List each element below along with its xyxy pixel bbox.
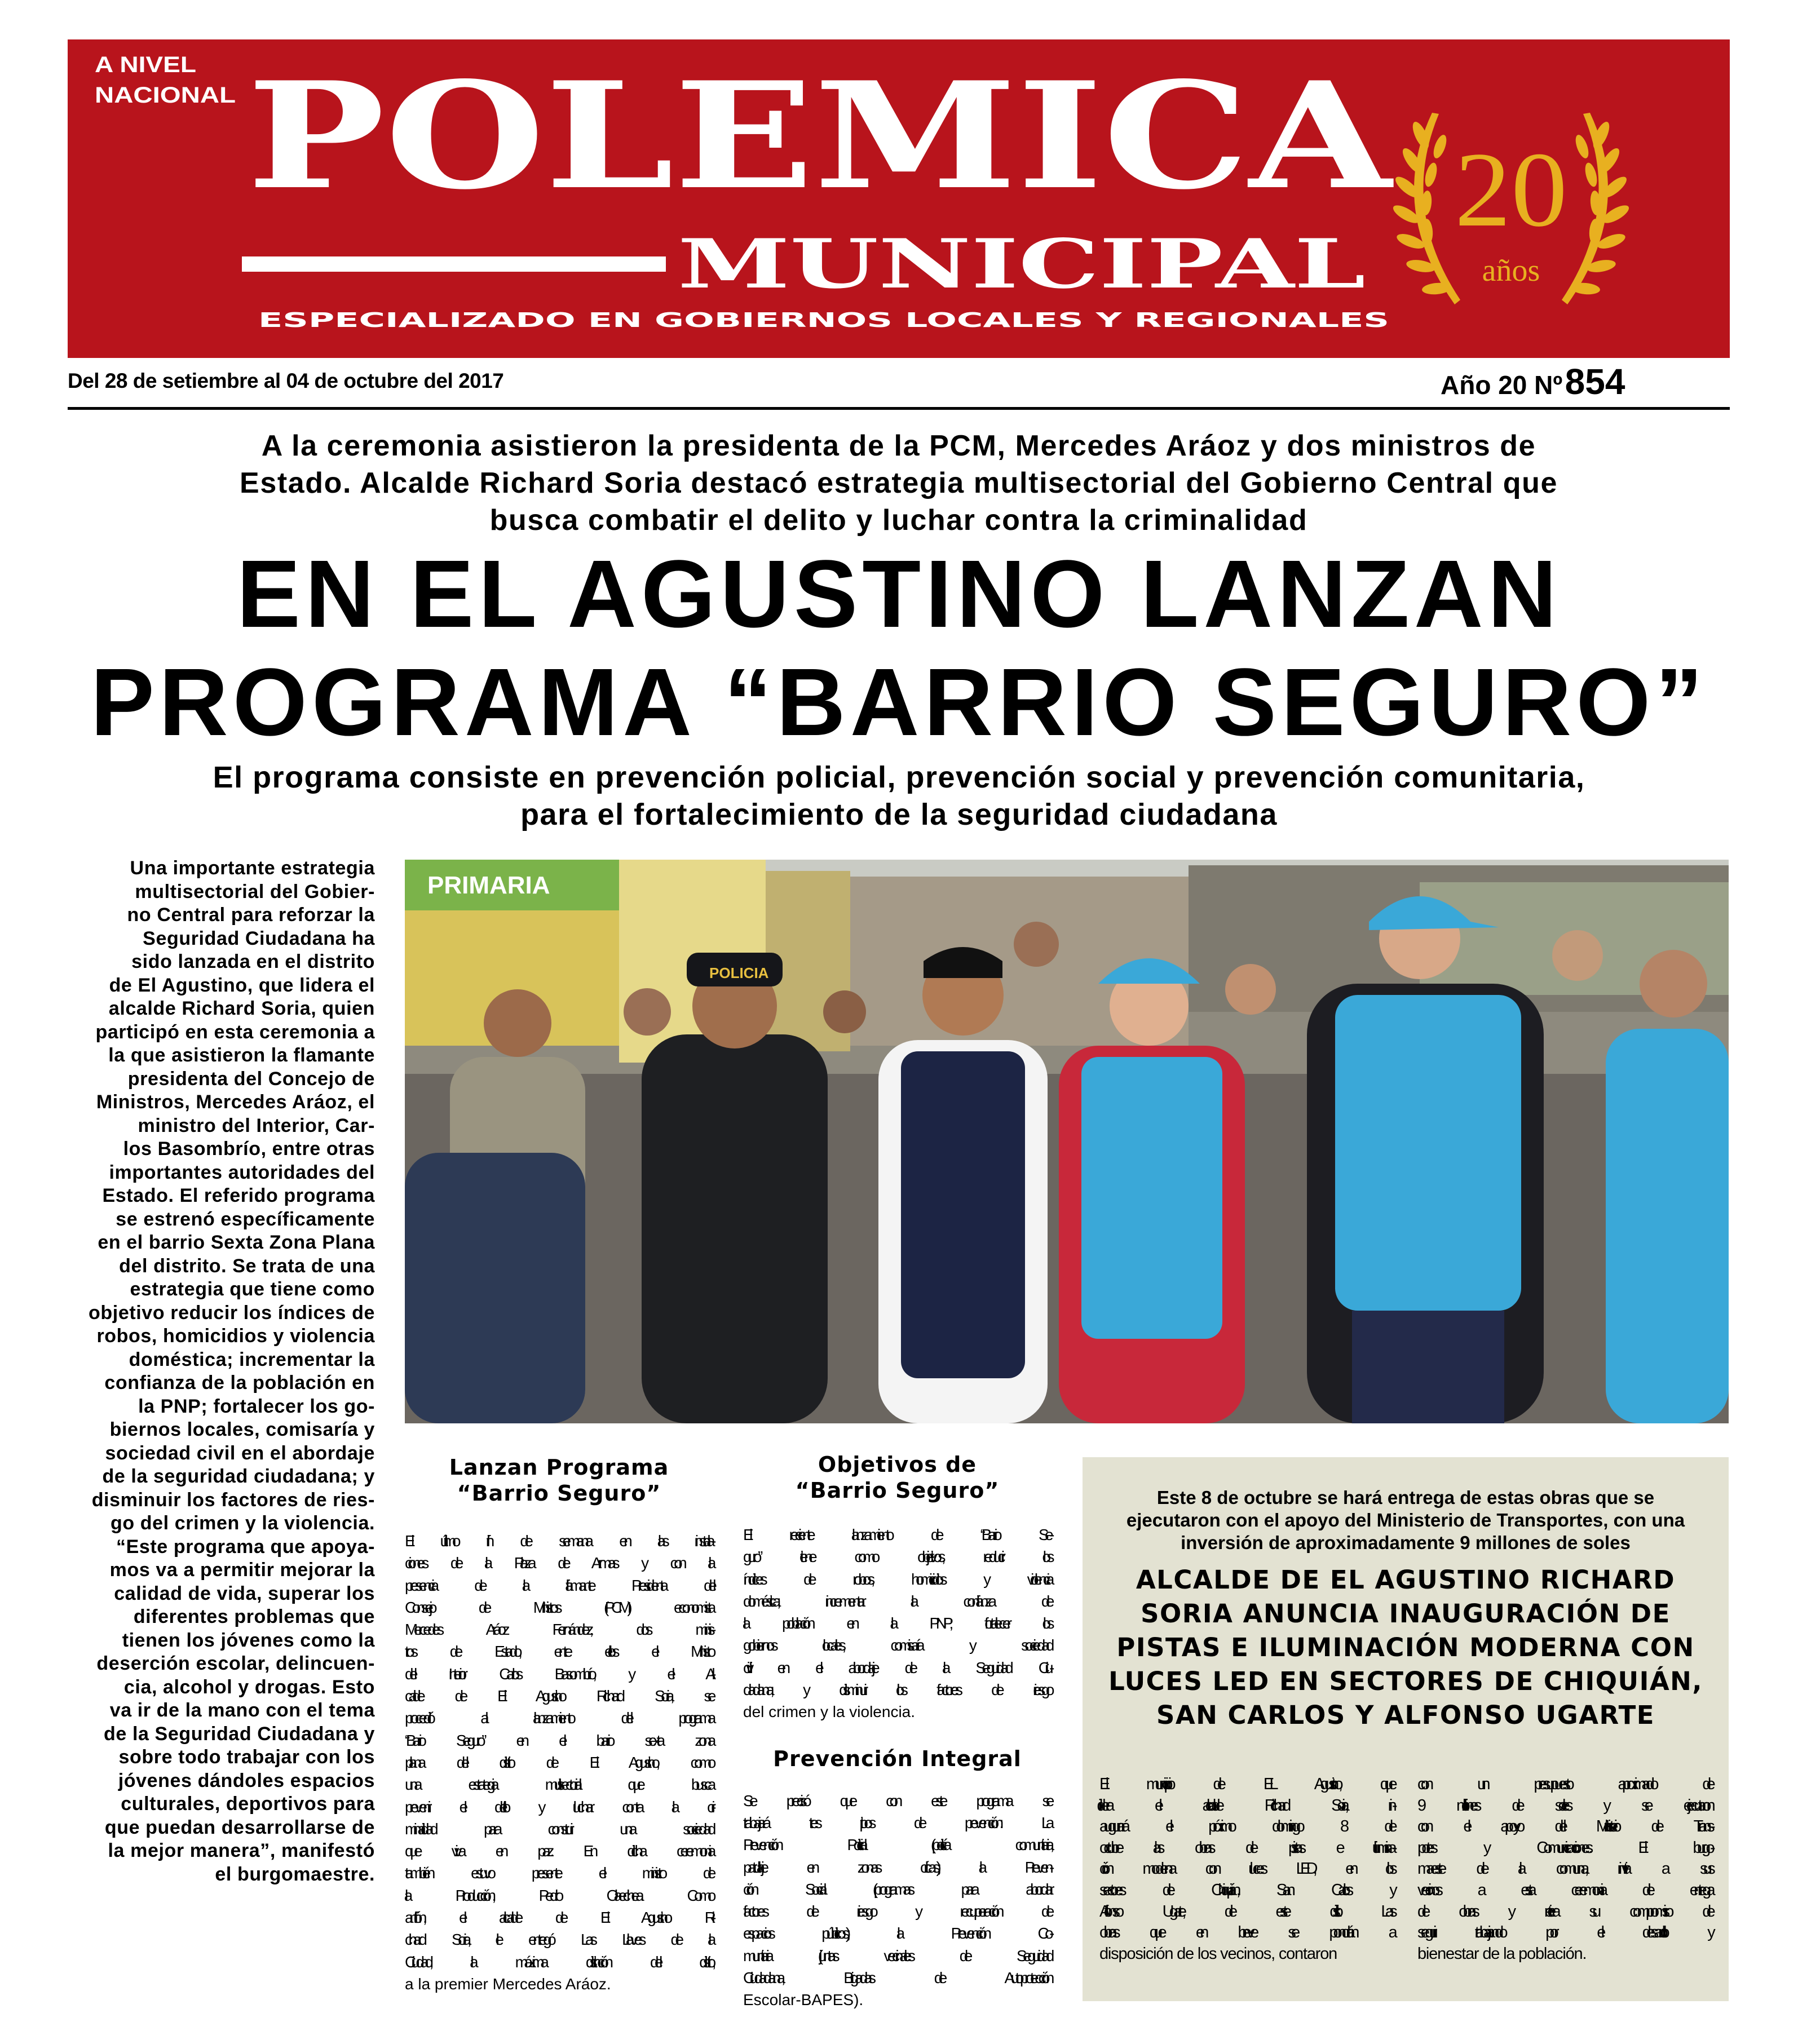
- text-line: “Este programa que apoya-: [116, 1536, 375, 1558]
- text-line: ciones de la Plaza de Armas y con la: [405, 1554, 712, 1572]
- text-line: trabajará tres tipos de prevención: La: [743, 1813, 1050, 1831]
- headline-line: SAN CARLOS Y ALFONSO UGARTE: [1156, 1700, 1655, 1730]
- text-line: tienen los jóvenes como la: [122, 1629, 375, 1651]
- photo-illustration: [405, 860, 1729, 1423]
- text-line: objetivo reducir los índices de: [89, 1302, 375, 1324]
- heading-line: “Barrio Seguro”: [457, 1481, 661, 1506]
- text-line: el burgomaestre.: [215, 1863, 375, 1885]
- subhead-line: para el fortalecimiento de la seguridad ciudadana: [520, 798, 1278, 831]
- text-line: chard Soria, le entregó Las Llaves de la: [405, 1931, 712, 1949]
- text-line: Ministros, Mercedes Aráoz, el: [96, 1091, 375, 1113]
- text-line: de la Seguridad Ciudadana y: [104, 1723, 375, 1745]
- text-line: del crimen y la violencia.: [743, 1703, 916, 1721]
- anniversary-word: años: [1482, 253, 1540, 288]
- text-line: “Barrio Seguro” en el barrio sexta zona: [405, 1731, 712, 1749]
- subhead-line: El programa consiste en prevención policial, prevención social y prevención comunitaria,: [213, 760, 1585, 794]
- deck-line: A la ceremonia asistieron la presidenta de la PCM, Mercedes Aráoz y dos ministros de: [261, 430, 1536, 462]
- text-line: octubre las obras de pistas e ilumina-: [1099, 1838, 1393, 1857]
- intro-line: ejecutaron con el apoyo del Ministerio de Transportes, con una: [1126, 1510, 1685, 1530]
- text-line: se estrenó específicamente: [116, 1208, 375, 1230]
- heading-line: “Barrio Seguro”: [795, 1478, 1000, 1503]
- text-line: bienestar de la población.: [1417, 1944, 1587, 1963]
- text-line: patrullaje en zonas críticas); la Preven-: [743, 1858, 1050, 1876]
- text-line: deserción escolar, delincuen-: [96, 1653, 375, 1674]
- text-line: confianza de la población en: [104, 1372, 375, 1393]
- police-cap-text: POLICIA: [709, 965, 769, 981]
- text-line: diferentes problemas que: [133, 1606, 375, 1627]
- text-line: Una importante estrategia: [130, 857, 375, 879]
- section-heading-prevencion: [743, 1746, 1052, 1772]
- logo-municipal: MUNICIPAL: [678, 224, 1366, 304]
- text-line: go del crimen y la violencia.: [110, 1512, 375, 1534]
- text-line: El reciente lanzamiento de “Barrio Se-: [743, 1526, 1050, 1543]
- text-line: munitaria (juntas vecinales de Seguridad: [743, 1946, 1050, 1965]
- text-line: minalidad para construir una sociedad: [405, 1820, 712, 1838]
- issue-dates: Del 28 de setiembre al 04 de octubre del 2017: [68, 369, 504, 392]
- text-line: Estado. El referido programa: [102, 1185, 375, 1206]
- logo-slogan: ESPECIALIZADO EN GOBIERNOS LOCALES Y REGIONALES: [258, 309, 1389, 332]
- headline-line: PROGRAMA “BARRIO SEGURO”: [90, 649, 1708, 756]
- text-line: presencia de la flamante Presidenta del: [405, 1576, 712, 1594]
- text-line: Ciudadana, Brigadas de Autoprotección: [743, 1969, 1050, 1987]
- side-story-intro: [1083, 1486, 1729, 1554]
- text-line: que puedan desarrollarse de: [104, 1816, 375, 1838]
- text-line: del Interior Carlos Basombrío, y el Al-: [405, 1665, 712, 1683]
- anniversary-number: 20: [1455, 131, 1567, 249]
- text-line: presidenta del Concejo de: [127, 1068, 375, 1090]
- text-line: una estrategia multisectorial que busca: [405, 1776, 712, 1794]
- tagline-a-nivel: A NIVEL: [95, 52, 196, 77]
- text-line: Mercedes Aráoz Fernández, dos minis-: [405, 1621, 712, 1639]
- text-line: Consejo de Ministros (PCM) economista: [405, 1598, 712, 1616]
- text-line: culturales, deportivos para: [121, 1793, 375, 1815]
- text-line: El último fin de semana en las instala-: [405, 1532, 712, 1550]
- text-line: con el apoyo del Ministerio de Trans-: [1417, 1817, 1711, 1836]
- text-line: calde de El Agustino Richard Soria, se: [405, 1687, 712, 1705]
- text-line: mos va a permitir mejorar la: [109, 1559, 375, 1581]
- text-line: sectores de Chiquián, San Carlos y: [1099, 1881, 1393, 1899]
- text-line: la mejor manera”, manifestó: [108, 1840, 375, 1861]
- heading-line: Lanzan Programa: [449, 1455, 669, 1480]
- text-line: augurará el próximo domingo 8 de: [1099, 1817, 1393, 1836]
- text-line: también estuvo presente el ministro de: [405, 1864, 712, 1882]
- text-line: robos, homicidios y violencia: [96, 1325, 375, 1347]
- text-line: ción Social (programas para abordar: [743, 1880, 1050, 1898]
- headline-line: EN EL AGUSTINO LANZAN: [236, 541, 1562, 648]
- article-section-lanzan: [405, 1454, 713, 1995]
- intro-line: inversión de aproximadamente 9 millones de soles: [1181, 1532, 1631, 1553]
- text-line: maestre de la comuna, invita a sus: [1417, 1860, 1711, 1878]
- text-line: no Central para reforzar la: [127, 904, 375, 926]
- side-story-body-col-b: [1417, 1774, 1712, 1965]
- text-line: disposición de los vecinos, contaron: [1099, 1944, 1337, 1963]
- text-line: Escolar-BAPES).: [743, 1991, 864, 2009]
- story-subhead: [56, 759, 1742, 833]
- text-line: Ciudad, la máxima distinción del distrito,: [405, 1953, 712, 1971]
- text-line: ministro del Interior, Car-: [138, 1114, 375, 1136]
- text-line: plana del distrito de El Agustino, como: [405, 1753, 712, 1771]
- text-line: que viva en paz. En dicha ceremonia: [405, 1842, 712, 1860]
- school-building: [405, 860, 850, 1063]
- headline-line: PISTAS E ILUMINACIÓN MODERNA CON: [1116, 1632, 1695, 1662]
- text-line: de obras y reitera su compromiso de: [1417, 1902, 1711, 1921]
- text-line: doméstica; incrementar la: [129, 1348, 375, 1370]
- text-line: sociedad civil en el abordaje: [105, 1442, 375, 1464]
- text-line: ción moderna con luces LED, en los: [1099, 1860, 1393, 1878]
- deck-line: Estado. Alcalde Richard Soria destacó estrategia multisectorial del Gobierno Central que: [240, 467, 1558, 499]
- text-line: biernos locales, comisaría y: [109, 1419, 375, 1440]
- section-heading: [405, 1454, 713, 1506]
- text-line: multisectorial del Gobier-: [135, 881, 375, 902]
- text-line: doméstica; incrementar la confianza de: [743, 1592, 1050, 1610]
- text-line: Se precisó que con este programa se: [743, 1791, 1050, 1809]
- headline-line: SORIA ANUNCIA INAUGURACIÓN DE: [1141, 1599, 1671, 1629]
- heading-line: Objetivos de: [818, 1452, 977, 1477]
- text-line: disminuir los factores de ries-: [91, 1489, 375, 1511]
- section-body: [405, 1530, 713, 1995]
- text-line: dadana; y disminuir los factores de riesgo: [743, 1681, 1050, 1699]
- text-line: estrategia que tiene como: [130, 1278, 375, 1300]
- text-line: obras que en breve se pondrán a: [1099, 1923, 1393, 1942]
- text-line: anfitrión, el alcalde de El Agustino Ri-: [405, 1909, 712, 1927]
- text-line: Alfonso Ugarte, de este distrito. Las: [1099, 1902, 1393, 1921]
- text-line: procedió al lanzamiento del programa: [405, 1709, 712, 1727]
- text-line: sido lanzada en el distrito: [131, 951, 375, 972]
- issue-year-label: Año 20 Nº: [1441, 370, 1563, 400]
- text-line: seguir trabajando por el desarrollo y: [1417, 1923, 1711, 1942]
- intro-line: Este 8 de octubre se hará entrega de estas obras que se: [1156, 1487, 1655, 1508]
- school-sign: PRIMARIA: [427, 871, 550, 899]
- issue-number-value: 854: [1565, 361, 1625, 402]
- text-line: Seguridad Ciudadana ha: [143, 927, 375, 949]
- text-line: espacios públicos); la Prevención Co-: [743, 1924, 1050, 1943]
- issue-number: [1441, 361, 1625, 402]
- text-line: con un presupuesto aproximado de: [1417, 1775, 1711, 1793]
- text-line: importantes autoridades del: [109, 1161, 375, 1183]
- text-line: los Basombrío, entre otras: [123, 1138, 375, 1160]
- text-line: la que asistieron la flamante: [108, 1045, 375, 1066]
- text-line: gobiernos locales, comisaría y sociedad: [743, 1636, 1050, 1654]
- text-line: sobre todo trabajar con los: [118, 1746, 375, 1768]
- text-line: civil en el abordaje de la Seguridad Ciu-: [743, 1658, 1050, 1676]
- masthead: [68, 39, 1730, 358]
- section-body: [743, 1524, 1052, 1723]
- side-story-box: [1083, 1457, 1729, 2001]
- text-line: El municipio de EL Agustino, que: [1099, 1775, 1393, 1793]
- text-line: la Producción, Pedro Olaechea. Como: [405, 1886, 712, 1904]
- text-line: portes y Comunicaciones. El burgo-: [1417, 1838, 1711, 1857]
- logo-bar: [242, 256, 666, 272]
- text-line: guro” tiene como objetivos, reducir los: [743, 1548, 1050, 1566]
- story-photo: [405, 860, 1729, 1423]
- side-story-headline: [1083, 1563, 1729, 1732]
- text-line: lidera el alcalde Richard Soria, in-: [1099, 1796, 1393, 1815]
- text-line: alcalde Richard Soria, quien: [108, 998, 375, 1019]
- text-line: en el barrio Sexta Zona Plana: [98, 1232, 375, 1253]
- text-line: cia, alcohol y drogas. Esto: [123, 1676, 375, 1698]
- section-body: [743, 1790, 1052, 2011]
- tagline-nacional: NACIONAL: [95, 83, 236, 108]
- text-line: vecinos a esta ceremonia de entrega: [1417, 1881, 1711, 1899]
- text-line: factores de riesgo y recuperación de: [743, 1903, 1050, 1921]
- side-story-body-col-a: [1099, 1774, 1394, 1965]
- text-line: índices de robos, homicidios y violencia: [743, 1570, 1050, 1588]
- logo-polemica: POLEMICA: [247, 50, 1395, 222]
- lead-column: [62, 857, 375, 1886]
- text-line: a la premier Mercedes Aráoz.: [405, 1975, 611, 1993]
- headline-line: ALCALDE DE EL AGUSTINO RICHARD: [1136, 1565, 1676, 1595]
- deck-line: busca combatir el delito y luchar contra la criminalidad: [489, 504, 1308, 537]
- header-rule: [68, 407, 1730, 410]
- story-deck: [68, 427, 1730, 539]
- text-line: prevenir el delito y luchar contra la cri-: [405, 1798, 712, 1816]
- heading-line: Prevención Integral: [773, 1746, 1022, 1771]
- text-line: Prevención Policial (policía comunitaria,: [743, 1836, 1050, 1854]
- text-line: participó en esta ceremonia a: [95, 1021, 375, 1043]
- headline-line: LUCES LED EN SECTORES DE CHIQUIÁN,: [1108, 1666, 1703, 1696]
- section-heading: [743, 1452, 1052, 1503]
- text-line: calidad de vida, superar los: [114, 1582, 375, 1604]
- text-line: de la seguridad ciudadana; y: [102, 1466, 375, 1487]
- main-headline: [34, 540, 1764, 756]
- text-line: de El Agustino, que lidera el: [109, 974, 375, 996]
- article-section-objetivos: [743, 1452, 1052, 2011]
- text-line: tros de Estado, entre ellos el Ministro: [405, 1643, 712, 1661]
- text-line: 9 millones de soles y se ejecutaron: [1417, 1796, 1711, 1815]
- text-line: la población en la PNP; fortalecer los: [743, 1614, 1050, 1632]
- text-line: la PNP; fortalecer los go-: [138, 1395, 375, 1417]
- text-line: del distrito. Se trata de una: [119, 1255, 375, 1277]
- masthead-logo: [68, 39, 1730, 358]
- text-line: va ir de la mano con el tema: [109, 1700, 375, 1721]
- text-line: jóvenes dándoles espacios: [118, 1769, 375, 1791]
